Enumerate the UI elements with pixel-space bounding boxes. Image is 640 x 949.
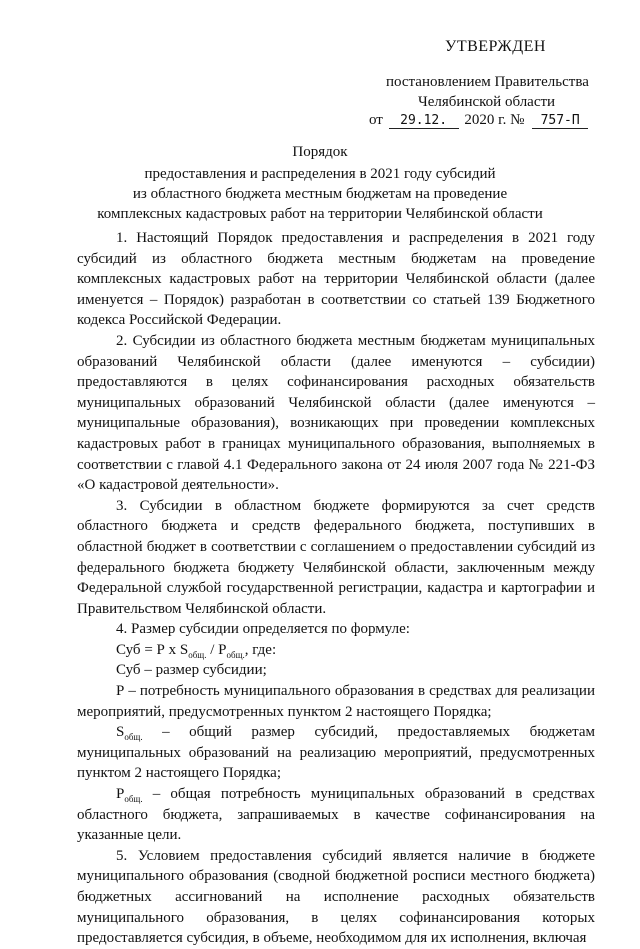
definition-3-text: – общий размер субсидий, предоставляемых бюджетам муниципальных образований на реализацию мероприятий, предусмотренных пунктом 2 настоящего Порядка; xyxy=(77,724,595,782)
paragraph-5: 5. Условием предоставления субсидий является наличие в бюджете муниципального образования (сводной бюджетной росписи местного бюджета) бюджетных ассигнований на исполнение расходных обязательств муниципального образования, в целях софинансирования которых предоставляется субсидия, в объеме, необходимом для их исполнения, включая xyxy=(77,847,595,947)
paragraph-1: 1. Настоящий Порядок предоставления и распределения в 2021 году субсидий из областного бюджета местным бюджетам на проведение комплексных кадастровых работ на территории Челябинской области (далее именуется – Порядок) разработан в соответствии со статьей 139 Бюджетного кодекса Российской Федерации. xyxy=(77,230,595,329)
approval-line-1: постановлением Правительства xyxy=(386,74,589,90)
formula-sub-2: общ. xyxy=(226,649,245,660)
paragraph-2: 2. Субсидии из областного бюджета местным бюджетам муниципальных образований Челябинской области (далее именуются – субсидии) предоставляются в целях софинансирования расходных обязательств муниципальных образований Челябинской области (далее именуются – муниципальные образования), возникающих при проведении комплексных кадастровых работ в границах муниципального образования, выполняемых в соответствии с главой 4.1 Федерального закона от 24 июля 2007 года № 221-ФЗ «О кадастровой деятельности». xyxy=(77,332,595,494)
formula-part-a: Суб = Р х S xyxy=(116,641,189,658)
definition-1: Суб – размер субсидии; xyxy=(116,662,267,679)
definition-4-text: – общая потребность муниципальных образований в средствах областного бюджета, запрашиваемых в качестве софинансирования на указанные цели. xyxy=(77,786,595,844)
document-title xyxy=(0,142,640,224)
definition-3 xyxy=(77,722,595,784)
title-line-2: из областного бюджета местным бюджетам на проведение xyxy=(132,186,508,202)
approval-line-2: Челябинской области xyxy=(418,94,556,110)
approval-stamp-title: УТВЕРЖДЕН xyxy=(445,38,546,55)
definition-3-sub: общ. xyxy=(124,732,143,743)
title-line-0: Порядок xyxy=(292,144,348,160)
definition-4-sub: общ. xyxy=(124,794,143,805)
approval-date-field: 29.12. xyxy=(389,114,459,129)
paragraph-4: 4. Размер субсидии определяется по формуле: xyxy=(116,621,410,638)
document-body xyxy=(77,228,595,949)
formula-part-b: / Р xyxy=(206,641,227,658)
year-label: 2020 г. № xyxy=(464,112,525,128)
definition-3-symbol: S xyxy=(116,724,125,741)
definition-4 xyxy=(77,784,595,846)
formula-sub-1: общ. xyxy=(188,649,207,660)
formula-part-c: , где: xyxy=(244,641,277,658)
approval-date-row xyxy=(369,112,588,129)
formula xyxy=(77,640,595,661)
definition-4-symbol: Р xyxy=(116,786,125,803)
definition-2: Р – потребность муниципального образования в средствах для реализации мероприятий, предусмотренных пунктом 2 настоящего Порядка; xyxy=(77,683,595,720)
date-prefix: от xyxy=(369,112,383,128)
title-line-3: комплексных кадастровых работ на территории Челябинской области xyxy=(97,206,543,222)
paragraph-3: 3. Субсидии в областном бюджете формируются за счет средств областного бюджета и средств федерального бюджета, поступивших в областной бюджет в соответствии с соглашением о предоставлении субсидий из федерального бюджета бюджету Челябинской области, заключенным между Федеральной службой государственной регистрации, кадастра и картографии и Правительством Челябинской области. xyxy=(77,497,595,617)
title-line-1: предоставления и распределения в 2021 году субсидий xyxy=(144,166,496,182)
approval-number-field: 757-П xyxy=(532,114,588,129)
